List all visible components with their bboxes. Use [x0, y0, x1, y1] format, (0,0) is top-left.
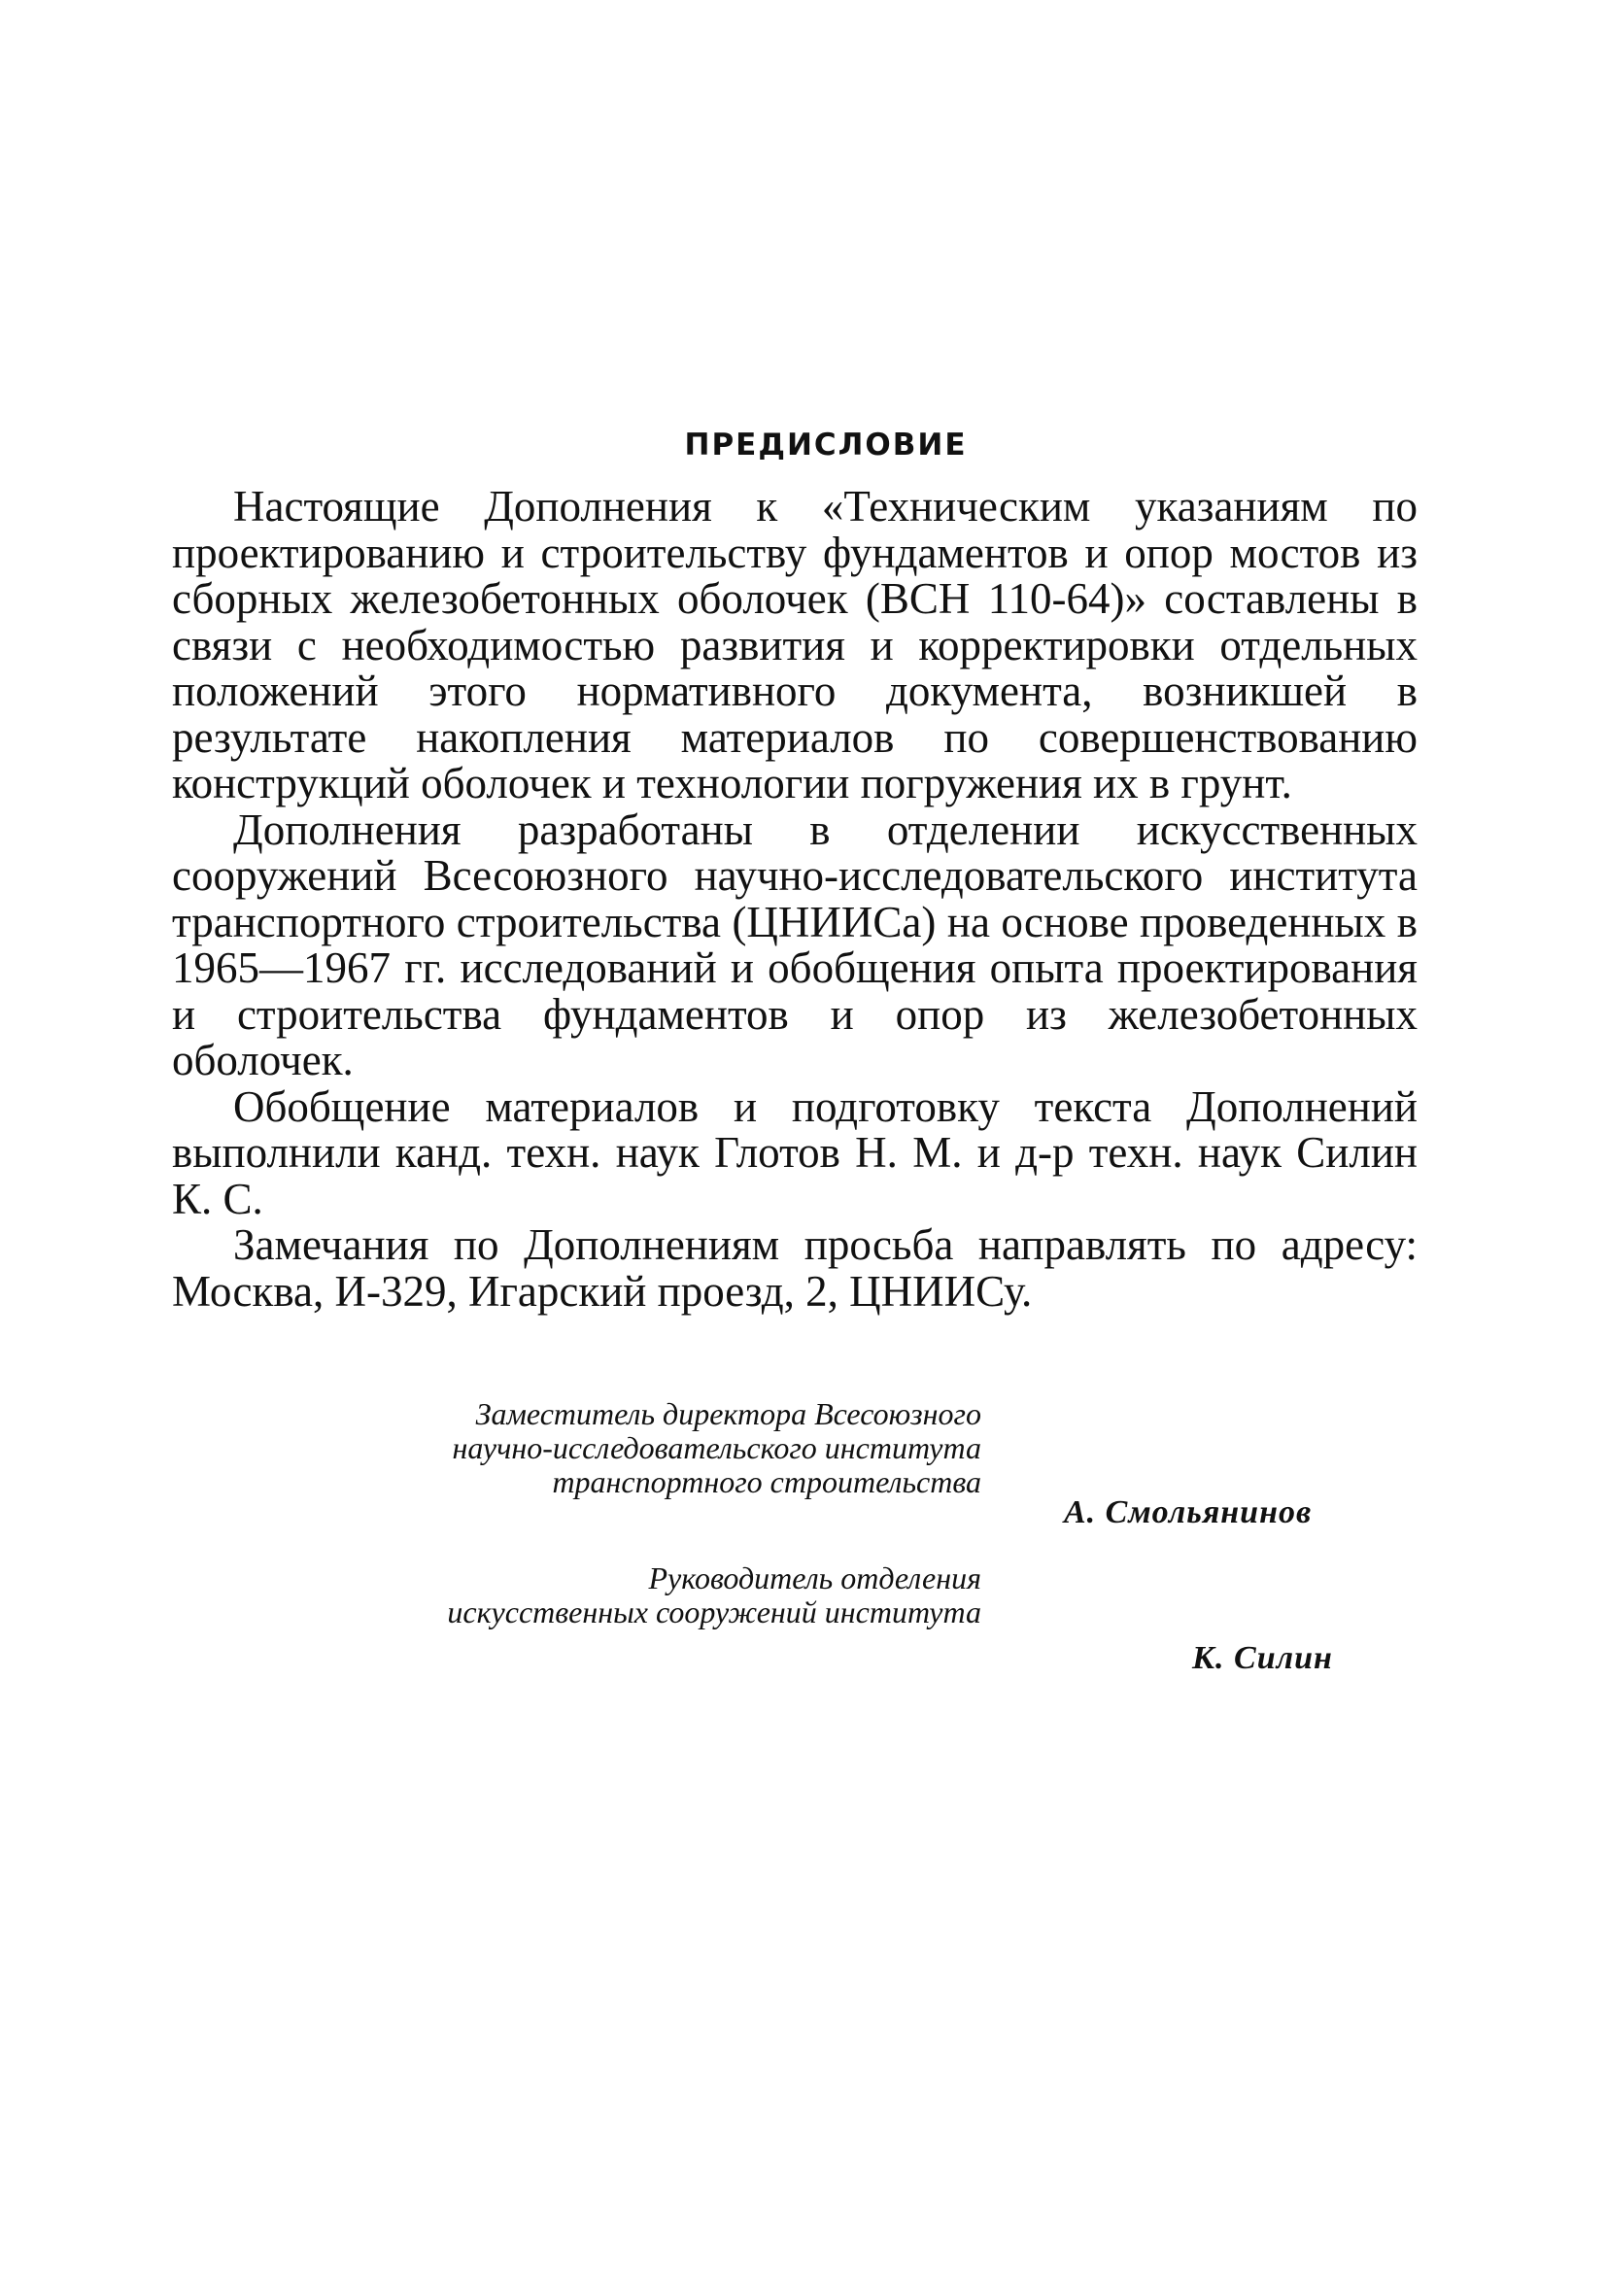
paragraph-authors: Обобщение материалов и подготовку текста Дополнений выполнили канд. техн. наук Глотов Н. М. и д-р техн. наук Силин К. С. [172, 1081, 1418, 1223]
page-title: ПРЕДИСЛОВИЕ [684, 428, 968, 463]
foreword-body [172, 484, 1418, 1315]
signature-title-line: Заместитель директора Всесоюзного [475, 1396, 981, 1431]
paragraph-purpose: Настоящие Дополнения к «Техническим указаниям по проектированию и строительству фундаментов и опор мостов из сборных железобетонных оболочек (ВСН 110-64)» составлены в связи с необходимостью развития и корректировки отдельных положений этого нормативного документа, возникшей в результате накопления материалов по совершенствованию конструкций оболочек и технологии погружения их в грунт. [172, 482, 1418, 807]
signatory-name-smolyaninov: А. Смольянинов [1064, 1494, 1313, 1530]
signature-title-line: Руководитель отделения [648, 1560, 981, 1595]
signature-title-line: искусственных сооружений института [447, 1594, 981, 1629]
signatory-name-silin: К. Силин [1192, 1640, 1333, 1676]
signature-title-line: научно-исследовательского института [452, 1430, 981, 1465]
signature-title-department-head [291, 1561, 981, 1629]
signature-title-deputy-director [291, 1397, 981, 1499]
signature-title-line: транспортного строительства [552, 1464, 981, 1499]
paragraph-development: Дополнения разработаны в отделении искусственных сооружений Всесоюзного научно-исследовательского института транспортного строительства (ЦНИИСа) на основе проведенных в 1965—1967 гг. исследований и обобщения опыта проектирования и строительства фундаментов и опор из железобетонных оболочек. [172, 805, 1418, 1084]
paragraph-contact-address: Замечания по Дополнениям просьба направлять по адресу: Москва, И-329, Игарский проезд, 2, ЦНИИСу. [172, 1220, 1418, 1316]
